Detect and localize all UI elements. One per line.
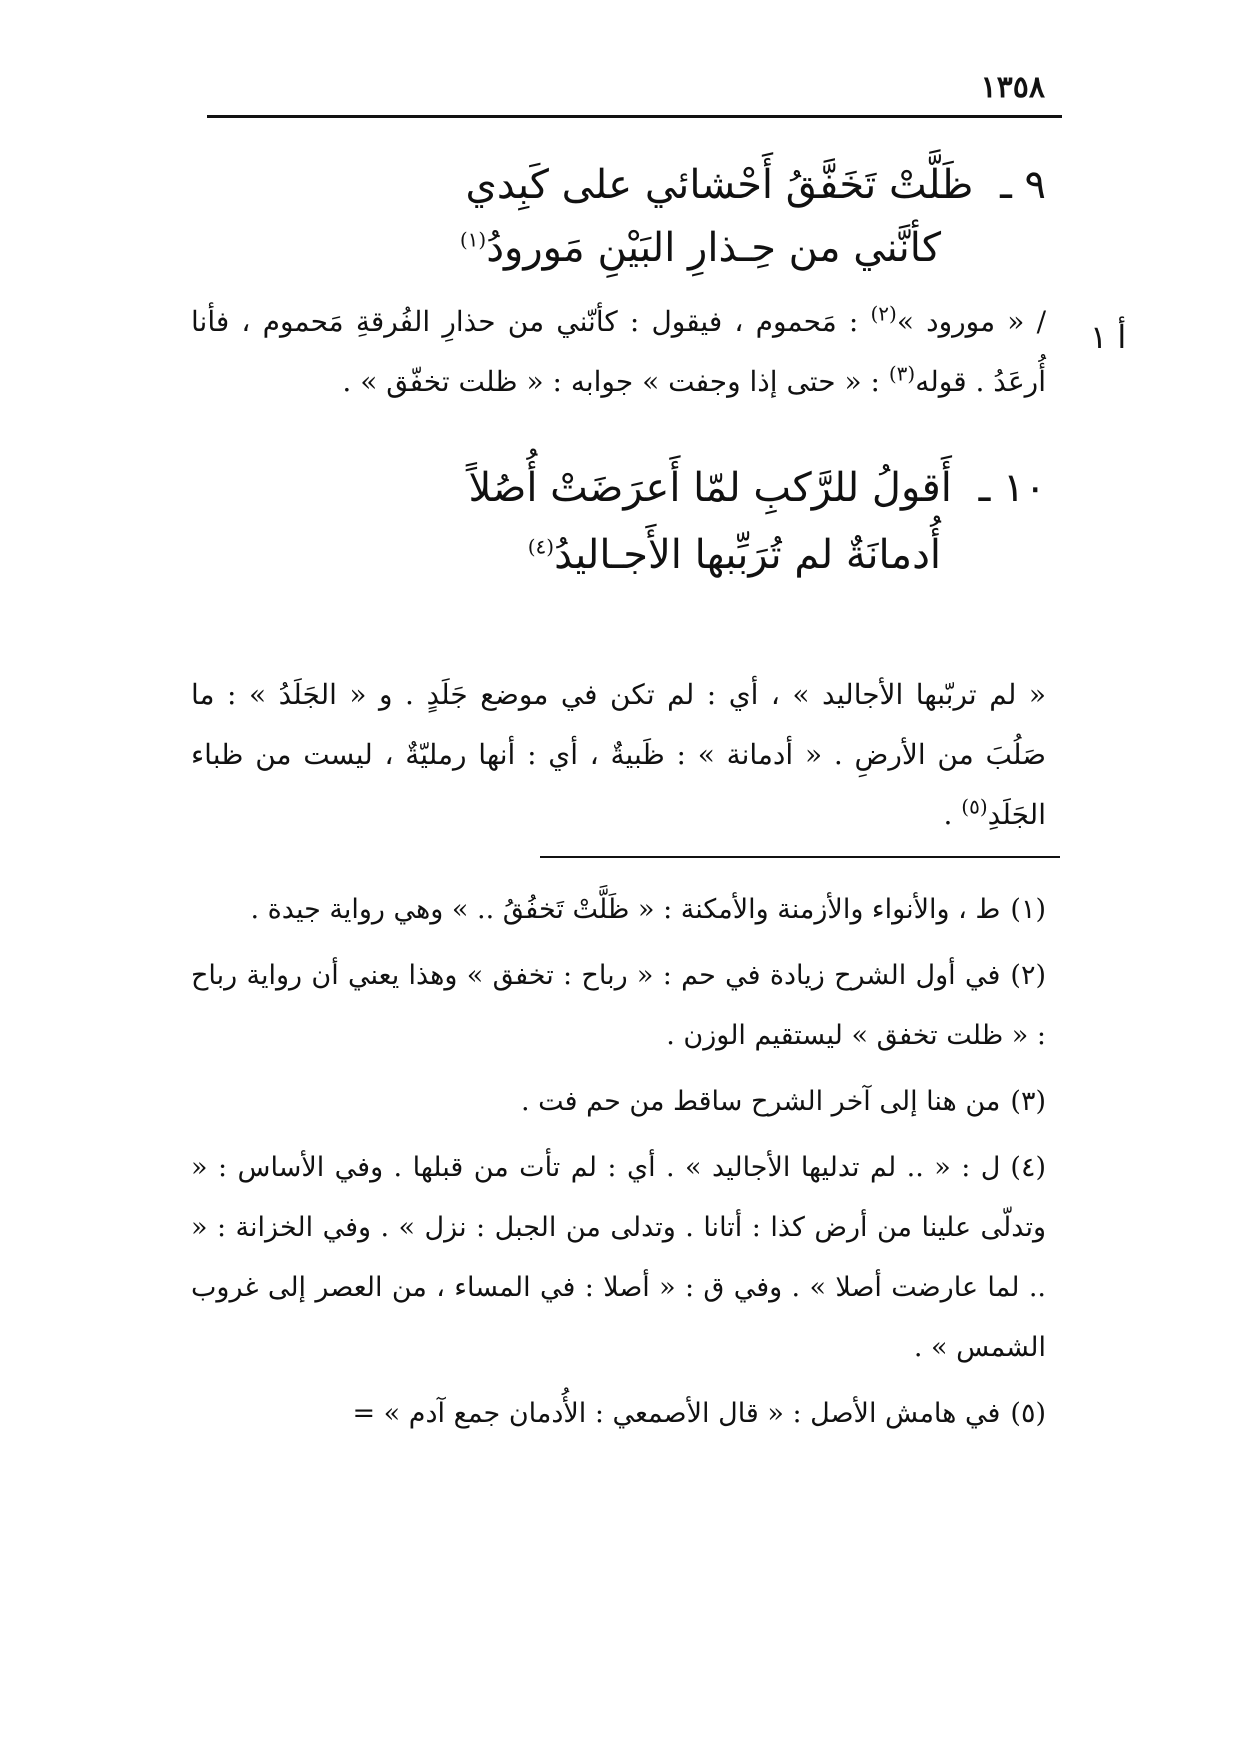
verse-hemistich: أُدمانَةٌ لم تُرَبِّبها الأَجـاليدُ (554, 532, 941, 578)
commentary-block-2 (191, 665, 1046, 845)
footnote-number: (٣) (1010, 1086, 1046, 1117)
footnote-text: ل : « .. لم تدليها الأجاليد » . أي : لم تأت من قبلها . وفي الأساس : « وتدلّى علينا من أرض كذا : أتانا . وتدلى من الجبل : نزل » . وفي الخزانة : « .. لما عارضت أصلا » . وفي ق : « أصلا : في المساء ، من العصر إلى غروب الشمس » . (191, 1152, 1046, 1363)
header-rule (207, 115, 1062, 118)
footnote-text: في أول الشرح زيادة في حم : « رباح : تخفق » وهذا يعني أن رواية رباح : « ظلت تخفق » ليستقيم الوزن . (191, 960, 1046, 1051)
footnote-number: (٢) (1010, 960, 1046, 991)
footnote-ref: (٣) (888, 361, 916, 386)
verse-hemistich: كأنَّني من حِـذارِ البَيْنِ مَورودُ (486, 225, 941, 271)
footnote-number: (١) (1010, 894, 1046, 925)
footnote-text: من هنا إلى آخر الشرح ساقط من حم فت . (520, 1086, 1001, 1117)
commentary-text: : « حتى إذا وجفت » جوابه : « ظلت تخفّق » . (342, 365, 889, 398)
commentary-block-1 (191, 292, 1046, 412)
verse-number: ١٠ ـ (978, 465, 1046, 511)
footnotes-section (191, 880, 1046, 1450)
verse-9-line-2 (459, 225, 941, 271)
verse-9-line-1 (465, 162, 1046, 208)
verse-10-line-1 (468, 465, 1046, 511)
footnote-5 (191, 1384, 1046, 1444)
footnote-4 (191, 1138, 1046, 1378)
footnote-ref: (٤) (527, 534, 555, 559)
verse-number: ٩ ـ (1000, 162, 1046, 208)
verse-10-line-2 (527, 532, 941, 578)
footnote-3 (191, 1072, 1046, 1132)
page-number: ١٣٥٨ (980, 70, 1045, 105)
verse-hemistich: ظَلَّتْ تَخَفَّقُ أَحْشائي على كَبِدي (465, 162, 974, 208)
verse-hemistich: أَقولُ للرَّكبِ لمّا أَعرَضَتْ أُصُلاً (468, 465, 952, 511)
footnote-text: ط ، والأنواء والأزمنة والأمكنة : « ظَلَّتْ تَخفُقُ .. » وهي رواية جيدة . (250, 894, 1001, 925)
commentary-text: : مَحموم ، فيقول : كأنّني من حذارِ الفُرقةِ مَحموم ، فأنا أُرعَدُ . قوله (191, 305, 1046, 398)
margin-manuscript-folio-mark: أ ١ (1090, 318, 1127, 356)
footnote-number: (٤) (1010, 1152, 1046, 1183)
commentary-text: / « مورود » (896, 305, 1047, 338)
footnote-number: (٥) (1010, 1398, 1046, 1429)
footnote-ref: (٢) (870, 301, 897, 326)
commentary-text: « لم تربّبها الأجاليد » ، أي : لم تكن في موضع جَلَدٍ . و « الجَلَدُ » : ما صَلُبَ من الأرضِ . « أدمانة » : ظَبيةٌ ، أي : أنها رمليّةٌ ، ليست من ظباء الجَلَدِ (191, 678, 1046, 831)
footnote-separator (540, 856, 1060, 858)
commentary-text: . (943, 798, 962, 831)
footnote-ref: (١) (459, 227, 487, 252)
footnote-1 (191, 880, 1046, 940)
footnote-2 (191, 946, 1046, 1066)
footnote-ref: (٥) (961, 794, 988, 819)
footnote-text: في هامش الأصل : « قال الأصمعي : الأُدمان جمع آدم » = (352, 1398, 1001, 1429)
